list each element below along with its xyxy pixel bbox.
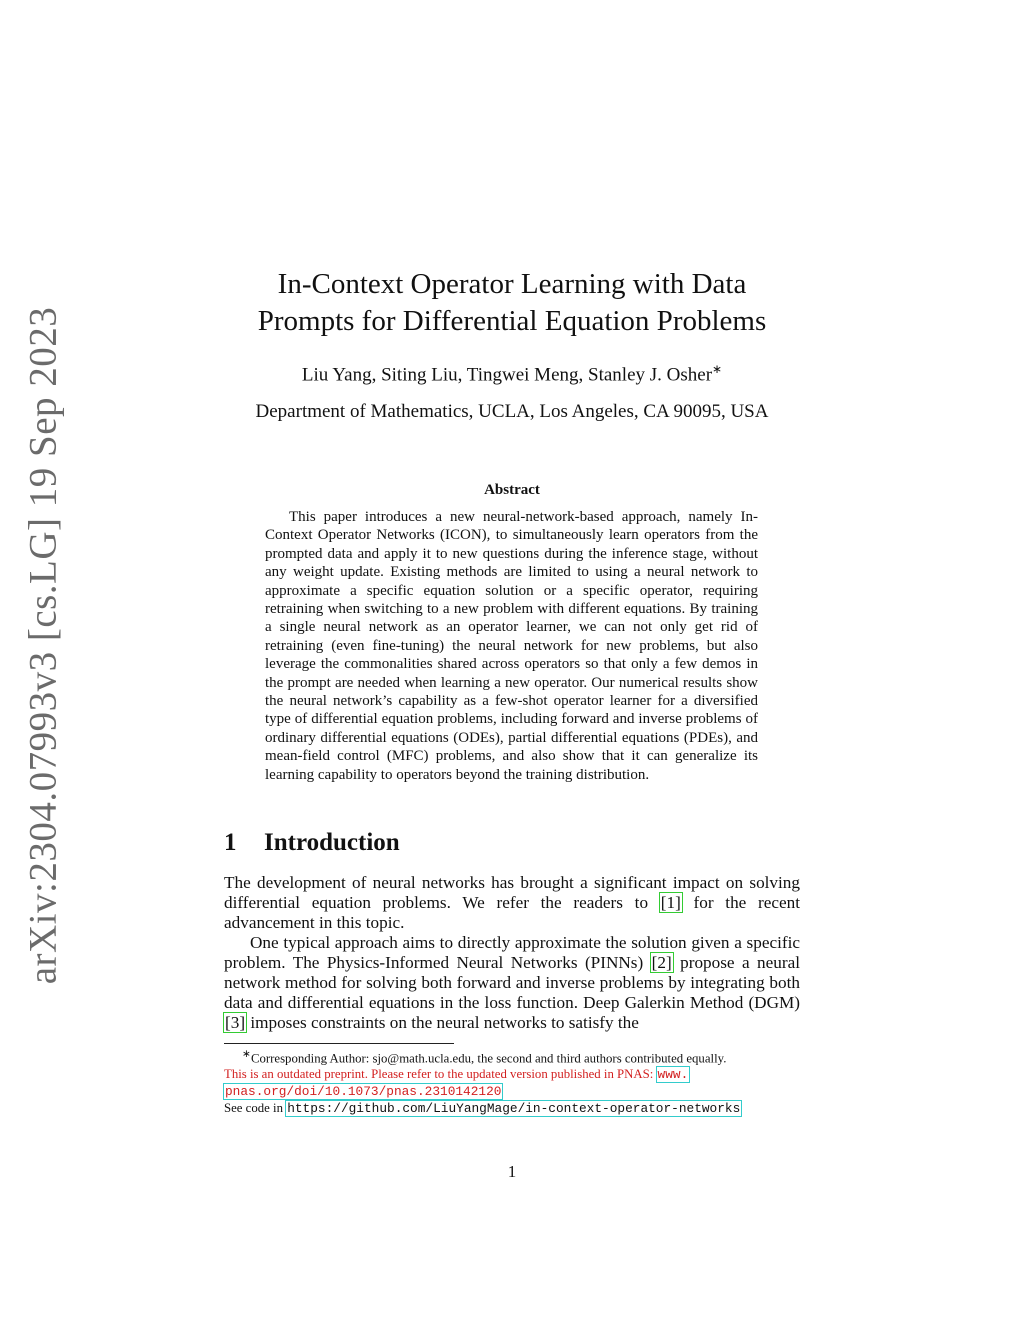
section-number: 1 [224,829,237,856]
section-title: Introduction [264,829,400,856]
abstract-body: This paper introduces a new neural-network-based approach, namely In-Context Operator Networks (ICON), to simultaneously learn operators from the prompted data and apply it to new questions during the inference stage, without any weight update. Existing methods are limited to using a neural network to approximate a specific equation solution or a specific operator, requiring retraining when switching to a new problem with different equations. By training a single neural network as an operator learner, we can not only get rid of retraining (even fine-tuning) the neural network for new problems, but also leverage the commonalities shared across operators so that only a few demos in the prompt are needed when learning a new operator. Our numerical results show the neural network’s capability as a few-shot operator learner for a diversified type of differential equation problems, including forward and inverse problems of ordinary differential equations (ODEs), partial differential equations (PDEs), and mean-field control (MFC) problems, and also show that it can generalize its learning capability to operators beyond the training distribution. [265,509,758,783]
section-heading-introduction [224,829,400,857]
footnote-rule [224,1043,454,1044]
github-url-link[interactable]: https://github.com/LiuYangMage/in-context-operator-networks [287,1101,741,1117]
footnote-corresponding-author [224,1047,800,1066]
footnote-1-text: Corresponding Author: sjo@math.ucla.edu, the second and third authors contributed equally. [250,1051,727,1066]
abstract-heading: Abstract [484,482,540,498]
arxiv-stamp-text: arXiv:2304.07993v3 [cs.LG] 19 Sep 2023 [21,306,65,984]
citation-link-3[interactable]: [3] [225,1013,246,1032]
corresponding-author-mark[interactable]: ∗ [712,362,723,376]
intro-p1-text-b: for the recent advancement in this topic. [224,893,800,932]
citation-link-1[interactable]: [1] [660,893,681,912]
author-names: Liu Yang, Siting Liu, Tingwei Meng, Stanley J. Osher [301,364,713,386]
intro-p2-text-a: One typical approach aims to directly approximate the solution given a specific problem. The Physics-Informed Neural Networks (PINNs) [224,933,800,972]
pnas-url-link-part-1[interactable]: www. [657,1067,689,1083]
footnote-2-text: This is an outdated preprint. Please refer to the updated version published in PNAS: [224,1067,657,1082]
title-line-1: In-Context Operator Learning with Data [277,268,747,300]
footnotes [224,1047,800,1117]
title-line-2: Prompts for Differential Equation Problems [257,305,767,337]
intro-p2-text-b: propose a neural network method for solving both forward and inverse problems by integrating both data and differential equations in the loss function. Deep Galerkin Method (DGM) [224,953,800,1012]
footnote-mark: ∗ [242,1049,251,1060]
affiliation: Department of Mathematics, UCLA, Los Angeles, CA 90095, USA [255,401,769,422]
intro-paragraph-1 [224,873,800,933]
footnote-outdated-notice [224,1066,800,1100]
paper-title [224,266,800,340]
page-number: 1 [507,1162,517,1181]
intro-p1-text-a: The development of neural networks has brought a significant impact on solving differential equation problems. We refer the readers to [224,873,800,912]
footnote-3-text: See code in [224,1101,287,1116]
intro-paragraph-2 [224,933,800,1033]
pnas-url-link-part-2[interactable]: pnas.org/doi/10.1073/pnas.2310142120 [225,1084,502,1100]
author-list [224,362,800,386]
footnote-code-link [224,1100,800,1117]
citation-link-2[interactable]: [2] [651,953,672,972]
arxiv-stamp [8,306,78,984]
intro-p2-text-c: imposes constraints on the neural networks to satisfy the [246,1013,639,1032]
